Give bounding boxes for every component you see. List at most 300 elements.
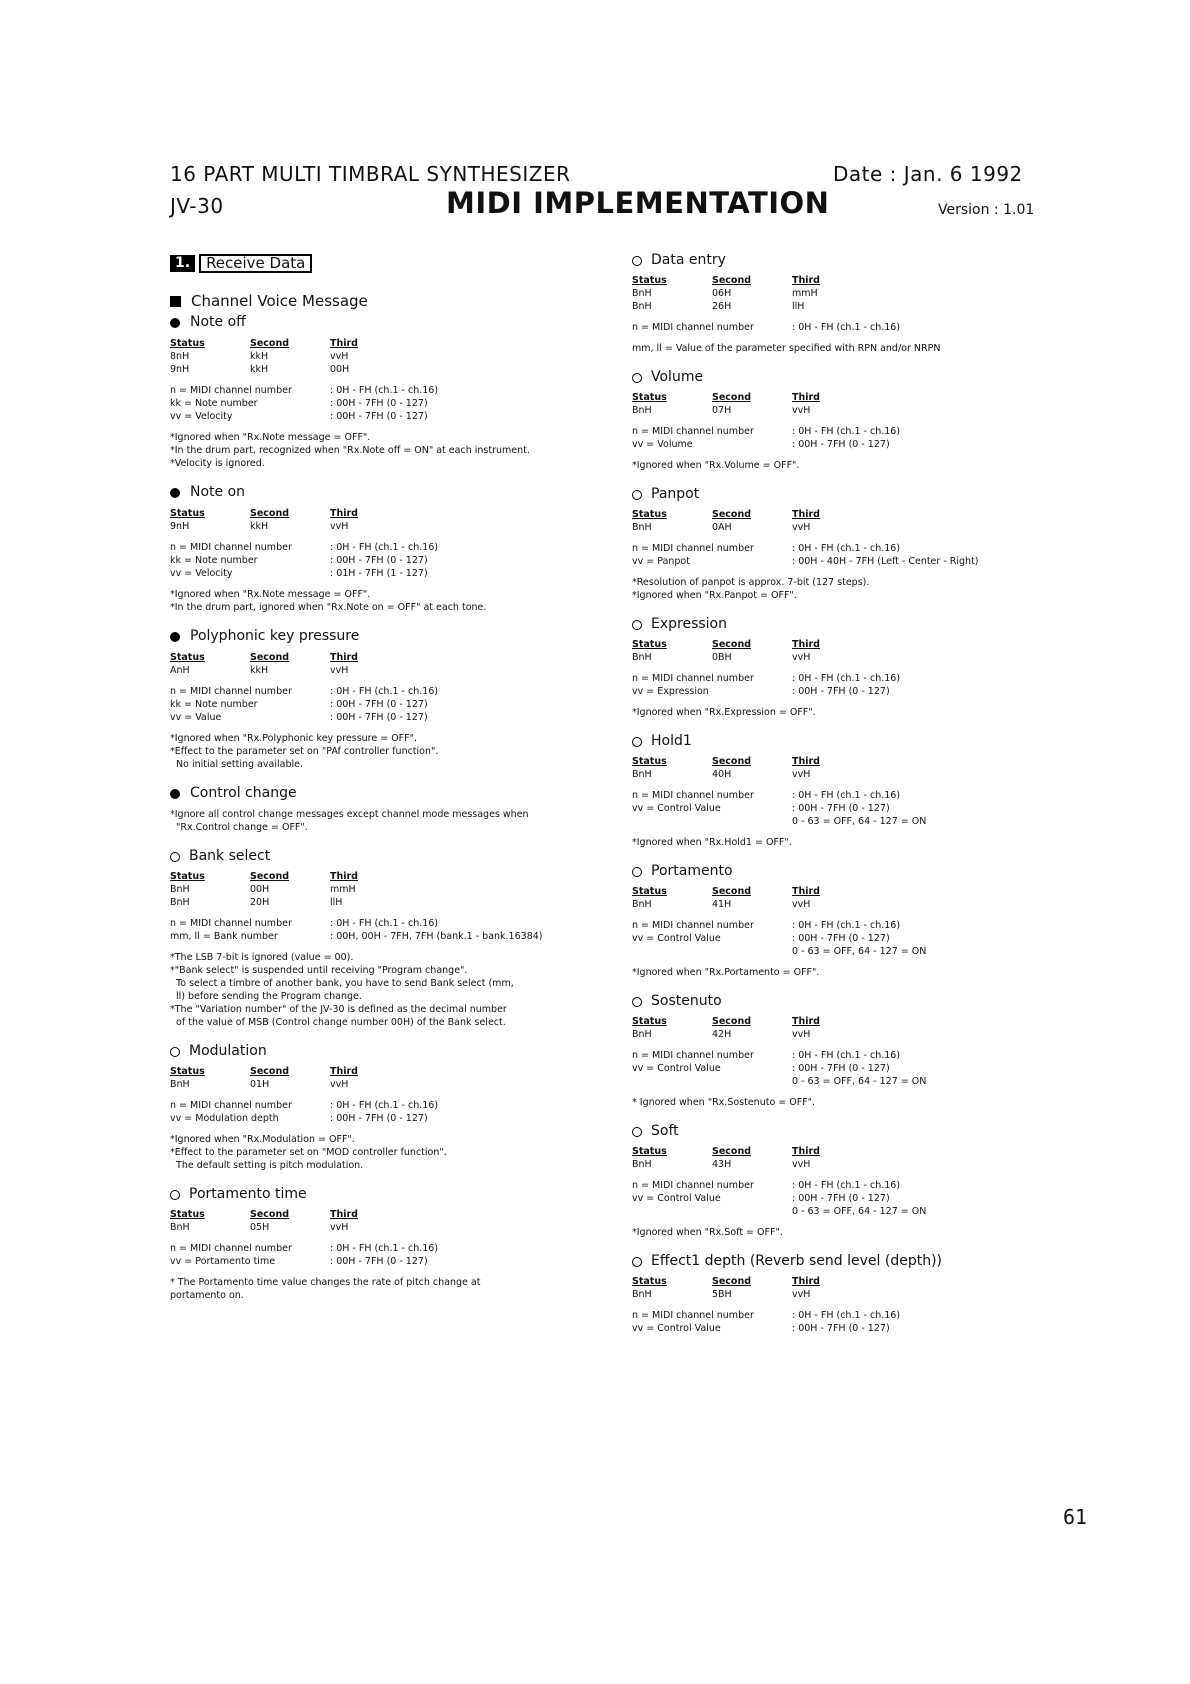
table-cell: 20H <box>250 897 270 908</box>
subsection-heading <box>170 292 590 310</box>
table-cell: vvH <box>792 1289 811 1300</box>
table-header: Second <box>712 392 752 403</box>
message-title: Control change <box>190 785 297 801</box>
table-header: Second <box>712 509 752 520</box>
table-cell: mmH <box>792 288 818 299</box>
bullet-circle-icon <box>632 1127 642 1137</box>
table-cell: 8nH <box>170 351 190 362</box>
definition-term: n = MIDI channel number <box>632 673 754 684</box>
table-cell: kkH <box>250 351 269 362</box>
message-title: Note on <box>190 484 246 500</box>
definition-term: vv = Volume <box>632 439 693 450</box>
definition-value: 0 - 63 = OFF, 64 - 127 = ON <box>792 816 927 827</box>
definition-term: n = MIDI channel number <box>170 385 292 396</box>
definition-list <box>170 685 590 724</box>
definition-term: kk = Note number <box>170 555 258 566</box>
table-header: Third <box>330 1066 358 1077</box>
definition-value: : 00H - 7FH (0 - 127) <box>792 803 890 814</box>
definition-term: vv = Control Value <box>632 803 721 814</box>
table-cell: BnH <box>632 1029 652 1040</box>
definition-list <box>632 672 1052 698</box>
note-line: *Ignored when "Rx.Panpot = OFF". <box>632 590 797 601</box>
definition-term: vv = Control Value <box>632 1063 721 1074</box>
table-header: Status <box>632 275 667 286</box>
table-header: Second <box>250 508 290 519</box>
table-cell: 00H <box>330 364 350 375</box>
definition-value: : 00H - 7FH (0 - 127) <box>330 398 428 409</box>
table-cell: vvH <box>792 522 811 533</box>
note-list <box>170 431 590 470</box>
note-list <box>632 459 1052 472</box>
left-column <box>170 250 590 1318</box>
bullet-circle-icon <box>632 737 642 747</box>
definition-value: : 00H - 7FH (0 - 127) <box>792 686 890 697</box>
table-header: Third <box>792 392 820 403</box>
definition-term <box>632 1205 792 1218</box>
table-header: Status <box>170 338 205 349</box>
table-cell: vvH <box>792 405 811 416</box>
table-cell: 41H <box>712 899 732 910</box>
model-name: JV-30 <box>170 194 224 218</box>
bullet-circle-icon <box>632 620 642 630</box>
message-block <box>170 486 590 614</box>
message-table <box>632 274 1052 313</box>
message-table <box>632 885 1052 911</box>
note-line: *Ignored when "Rx.Portamento = OFF". <box>632 967 820 978</box>
message-block <box>170 316 590 470</box>
definition-list <box>170 384 590 423</box>
table-header: Third <box>792 886 820 897</box>
table-cell: vvH <box>792 769 811 780</box>
table-header: Second <box>250 1066 290 1077</box>
note-list <box>170 1133 590 1172</box>
bullet-dot-icon <box>170 632 180 642</box>
note-line: *Ignored when "Rx.Polyphonic key pressure = OFF". <box>170 733 418 744</box>
table-header: Third <box>330 338 358 349</box>
message-title: Portamento <box>651 863 733 879</box>
table-cell: BnH <box>632 1159 652 1170</box>
table-cell: vvH <box>330 665 349 676</box>
definition-list <box>170 917 590 943</box>
note-list <box>632 576 1052 602</box>
definition-value: : 0H - FH (ch.1 - ch.16) <box>330 686 439 697</box>
definition-term: n = MIDI channel number <box>632 426 754 437</box>
table-header: Second <box>250 871 290 882</box>
table-header: Status <box>170 508 205 519</box>
bullet-circle-icon <box>632 1257 642 1267</box>
message-table <box>632 1015 1052 1041</box>
definition-value: : 00H - 7FH (0 - 127) <box>792 1193 890 1204</box>
bullet-dot-icon <box>170 318 180 328</box>
message-block <box>170 1045 590 1172</box>
message-title: Bank select <box>189 848 271 864</box>
bullet-circle-icon <box>632 867 642 877</box>
definition-term: n = MIDI channel number <box>632 1180 754 1191</box>
definition-term: n = MIDI channel number <box>632 920 754 931</box>
definition-term: vv = Control Value <box>632 1193 721 1204</box>
note-list <box>170 951 590 1029</box>
note-list <box>170 588 590 614</box>
message-title: Modulation <box>189 1043 267 1059</box>
table-header: Second <box>250 652 290 663</box>
message-title: Polyphonic key pressure <box>190 628 360 644</box>
definition-term: vv = Modulation depth <box>170 1113 279 1124</box>
definition-term: n = MIDI channel number <box>170 1100 292 1111</box>
message-table <box>170 1065 590 1091</box>
note-list <box>632 1096 1052 1109</box>
message-block <box>632 618 1052 719</box>
table-cell: BnH <box>170 1222 190 1233</box>
message-heading <box>632 995 1052 1008</box>
table-cell: vvH <box>330 1222 349 1233</box>
message-block <box>632 995 1052 1109</box>
message-table <box>632 1275 1052 1301</box>
definition-value: : 00H - 7FH (0 - 127) <box>330 555 428 566</box>
note-line: To select a timbre of another bank, you have to send Bank select (mm, <box>170 978 514 989</box>
note-line: * Ignored when "Rx.Sostenuto = OFF". <box>632 1097 816 1108</box>
table-cell: 0BH <box>712 652 732 663</box>
note-line: *Ignored when "Rx.Hold1 = OFF". <box>632 837 792 848</box>
note-list <box>170 808 590 834</box>
table-cell: 40H <box>712 769 732 780</box>
definition-term: n = MIDI channel number <box>632 1310 754 1321</box>
note-list <box>632 966 1052 979</box>
definition-list <box>170 1099 590 1125</box>
message-title: Sostenuto <box>651 993 722 1009</box>
message-title: Expression <box>651 616 727 632</box>
message-table <box>170 1208 590 1234</box>
section-title: Receive Data <box>199 254 312 273</box>
definition-list <box>632 1309 1052 1335</box>
table-cell: mmH <box>330 884 356 895</box>
message-heading <box>632 371 1052 384</box>
bullet-circle-icon <box>170 852 180 862</box>
definition-value: 0 - 63 = OFF, 64 - 127 = ON <box>792 1206 927 1217</box>
note-line: *Velocity is ignored. <box>170 458 265 469</box>
note-line: *Effect to the parameter set on "MOD controller function". <box>170 1147 447 1158</box>
table-cell: 9nH <box>170 521 190 532</box>
table-cell: vvH <box>792 899 811 910</box>
message-title: Hold1 <box>651 733 692 749</box>
note-line: mm, ll = Value of the parameter specified with RPN and/or NRPN <box>632 343 941 354</box>
message-heading <box>170 850 590 863</box>
table-header: Second <box>712 886 752 897</box>
table-header: Third <box>330 871 358 882</box>
definition-term: vv = Control Value <box>632 1323 721 1334</box>
definition-value: : 0H - FH (ch.1 - ch.16) <box>330 542 439 553</box>
message-block <box>632 254 1052 355</box>
definition-value: : 0H - FH (ch.1 - ch.16) <box>792 426 901 437</box>
note-line: *Resolution of panpot is approx. 7-bit (127 steps). <box>632 577 870 588</box>
table-cell: vvH <box>330 351 349 362</box>
bullet-circle-icon <box>632 373 642 383</box>
message-title: Portamento time <box>189 1186 307 1202</box>
table-cell: vvH <box>792 1159 811 1170</box>
definition-list <box>632 425 1052 451</box>
message-heading <box>632 618 1052 631</box>
table-cell: BnH <box>632 288 652 299</box>
definition-value: : 0H - FH (ch.1 - ch.16) <box>792 322 901 333</box>
table-cell: BnH <box>632 769 652 780</box>
table-header: Third <box>792 639 820 650</box>
note-line: *In the drum part, recognized when "Rx.Note off = ON" at each instrument. <box>170 445 530 456</box>
bullet-circle-icon <box>170 1190 180 1200</box>
message-heading <box>632 1125 1052 1138</box>
message-block <box>632 1125 1052 1239</box>
note-line: * The Portamento time value changes the rate of pitch change at <box>170 1277 481 1288</box>
message-block <box>170 850 590 1029</box>
note-line: *In the drum part, ignored when "Rx.Note on = OFF" at each tone. <box>170 602 487 613</box>
note-list <box>170 1276 590 1302</box>
table-header: Status <box>632 1016 667 1027</box>
definition-value: : 00H - 7FH (0 - 127) <box>330 1113 428 1124</box>
note-line: "Rx.Control change = OFF". <box>170 822 308 833</box>
definition-value: : 00H - 7FH (0 - 127) <box>330 411 428 422</box>
table-cell: 43H <box>712 1159 732 1170</box>
table-header: Second <box>712 756 752 767</box>
definition-value: : 00H - 40H - 7FH (Left - Center - Right) <box>792 556 979 567</box>
message-title: Note off <box>190 314 246 330</box>
definition-term: vv = Control Value <box>632 933 721 944</box>
message-table <box>170 651 590 677</box>
definition-value: : 0H - FH (ch.1 - ch.16) <box>792 790 901 801</box>
message-table <box>632 755 1052 781</box>
note-line: ll) before sending the Program change. <box>170 991 362 1002</box>
definition-list <box>170 541 590 580</box>
table-header: Third <box>330 1209 358 1220</box>
definition-term: vv = Portamento time <box>170 1256 276 1267</box>
note-line: *Ignore all control change messages except channel mode messages when <box>170 809 529 820</box>
note-line: *The "Variation number" of the JV-30 is defined as the decimal number <box>170 1004 507 1015</box>
table-header: Third <box>330 652 358 663</box>
message-table <box>632 508 1052 534</box>
definition-value: 0 - 63 = OFF, 64 - 127 = ON <box>792 1076 927 1087</box>
message-heading <box>170 630 590 643</box>
definition-value: : 00H - 7FH (0 - 127) <box>330 699 428 710</box>
definition-term: vv = Panpot <box>632 556 690 567</box>
note-line: *Ignored when "Rx.Note message = OFF". <box>170 432 371 443</box>
table-header: Second <box>250 338 290 349</box>
message-block <box>632 865 1052 979</box>
note-line: *Effect to the parameter set on "PAf controller function". <box>170 746 439 757</box>
definition-list <box>632 542 1052 568</box>
bullet-circle-icon <box>632 997 642 1007</box>
table-cell: vvH <box>792 1029 811 1040</box>
note-line: *Ignored when "Rx.Modulation = OFF". <box>170 1134 355 1145</box>
square-bullet-icon <box>170 296 181 307</box>
table-header: Status <box>632 509 667 520</box>
message-title: Data entry <box>651 252 726 268</box>
definition-term <box>632 945 792 958</box>
definition-list <box>632 1049 1052 1088</box>
message-table <box>632 1145 1052 1171</box>
definition-value: : 00H - 7FH (0 - 127) <box>330 712 428 723</box>
table-header: Third <box>792 1276 820 1287</box>
definition-term: vv = Value <box>170 712 222 723</box>
table-cell: vvH <box>330 1079 349 1090</box>
definition-term: vv = Velocity <box>170 568 233 579</box>
definition-value: : 0H - FH (ch.1 - ch.16) <box>792 1180 901 1191</box>
table-cell: BnH <box>632 652 652 663</box>
definition-term: n = MIDI channel number <box>170 542 292 553</box>
table-cell: 42H <box>712 1029 732 1040</box>
table-header: Third <box>792 756 820 767</box>
bullet-dot-icon <box>170 488 180 498</box>
table-cell: vvH <box>792 652 811 663</box>
product-line: 16 PART MULTI TIMBRAL SYNTHESIZER <box>170 162 571 186</box>
table-cell: 9nH <box>170 364 190 375</box>
message-block <box>170 630 590 771</box>
definition-term: n = MIDI channel number <box>170 686 292 697</box>
definition-list <box>632 919 1052 958</box>
message-block <box>170 1188 590 1302</box>
definition-term: kk = Note number <box>170 699 258 710</box>
message-heading <box>170 316 590 329</box>
table-header: Third <box>792 1146 820 1157</box>
table-header: Second <box>250 1209 290 1220</box>
definition-value: : 00H - 7FH (0 - 127) <box>792 933 890 944</box>
definition-value: : 00H - 7FH (0 - 127) <box>330 1256 428 1267</box>
note-line: *Ignored when "Rx.Expression = OFF". <box>632 707 816 718</box>
table-header: Third <box>330 508 358 519</box>
message-block <box>632 371 1052 472</box>
message-heading <box>632 254 1052 267</box>
definition-value: : 0H - FH (ch.1 - ch.16) <box>330 1243 439 1254</box>
table-cell: 00H <box>250 884 270 895</box>
table-cell: 05H <box>250 1222 270 1233</box>
definition-term <box>632 815 792 828</box>
table-header: Status <box>632 1146 667 1157</box>
definition-list <box>632 321 1052 334</box>
table-cell: 06H <box>712 288 732 299</box>
message-block <box>632 488 1052 602</box>
definition-term: n = MIDI channel number <box>632 790 754 801</box>
definition-value: : 0H - FH (ch.1 - ch.16) <box>792 673 901 684</box>
table-cell: 01H <box>250 1079 270 1090</box>
version-label: Version : 1.01 <box>938 202 1035 218</box>
definition-value: 0 - 63 = OFF, 64 - 127 = ON <box>792 946 927 957</box>
definition-value: : 0H - FH (ch.1 - ch.16) <box>792 1310 901 1321</box>
table-header: Status <box>632 886 667 897</box>
note-list <box>632 706 1052 719</box>
message-title: Soft <box>651 1123 679 1139</box>
table-header: Second <box>712 1016 752 1027</box>
definition-value: : 0H - FH (ch.1 - ch.16) <box>330 1100 439 1111</box>
message-block <box>632 735 1052 849</box>
note-line: *Ignored when "Rx.Volume = OFF". <box>632 460 800 471</box>
definition-term: vv = Expression <box>632 686 709 697</box>
table-cell: BnH <box>170 1079 190 1090</box>
definition-value: : 00H - 7FH (0 - 127) <box>792 439 890 450</box>
table-header: Status <box>170 871 205 882</box>
bullet-circle-icon <box>170 1047 180 1057</box>
table-cell: BnH <box>632 405 652 416</box>
table-cell: llH <box>330 897 343 908</box>
right-column <box>632 250 1052 1351</box>
table-cell: 07H <box>712 405 732 416</box>
table-cell: BnH <box>632 1289 652 1300</box>
definition-term: n = MIDI channel number <box>632 322 754 333</box>
table-cell: 26H <box>712 301 732 312</box>
table-cell: llH <box>792 301 805 312</box>
page-title: MIDI IMPLEMENTATION <box>446 186 830 220</box>
definition-value: : 01H - 7FH (1 - 127) <box>330 568 428 579</box>
message-heading <box>632 735 1052 748</box>
message-heading <box>170 1045 590 1058</box>
note-line: No initial setting available. <box>170 759 303 770</box>
table-header: Third <box>792 1016 820 1027</box>
definition-value: : 0H - FH (ch.1 - ch.16) <box>792 920 901 931</box>
message-table <box>632 391 1052 417</box>
definition-term: n = MIDI channel number <box>632 1050 754 1061</box>
bullet-circle-icon <box>632 256 642 266</box>
table-header: Status <box>632 392 667 403</box>
table-header: Status <box>632 639 667 650</box>
table-cell: BnH <box>632 301 652 312</box>
table-header: Second <box>712 639 752 650</box>
table-cell: kkH <box>250 364 269 375</box>
table-header: Status <box>170 652 205 663</box>
note-line: The default setting is pitch modulation. <box>170 1160 364 1171</box>
table-cell: AnH <box>170 665 190 676</box>
table-header: Second <box>712 1146 752 1157</box>
message-table <box>170 870 590 909</box>
page-number: 61 <box>1063 1505 1088 1529</box>
definition-term <box>632 1075 792 1088</box>
table-cell: BnH <box>632 899 652 910</box>
note-line: *The LSB 7-bit is ignored (value = 00). <box>170 952 354 963</box>
note-list <box>632 342 1052 355</box>
table-cell: kkH <box>250 665 269 676</box>
table-header: Status <box>632 756 667 767</box>
message-heading <box>632 488 1052 501</box>
message-block <box>632 1255 1052 1335</box>
message-heading <box>632 1255 1052 1268</box>
table-cell: vvH <box>330 521 349 532</box>
message-table <box>632 638 1052 664</box>
message-table <box>170 507 590 533</box>
definition-list <box>632 789 1052 828</box>
definition-term: mm, ll = Bank number <box>170 931 278 942</box>
definition-list <box>632 1179 1052 1218</box>
table-cell: 5BH <box>712 1289 732 1300</box>
table-header: Second <box>712 275 752 286</box>
note-line: *Ignored when "Rx.Soft = OFF". <box>632 1227 783 1238</box>
definition-value: : 0H - FH (ch.1 - ch.16) <box>330 385 439 396</box>
note-line: of the value of MSB (Control change number 00H) of the Bank select. <box>170 1017 506 1028</box>
bullet-circle-icon <box>632 490 642 500</box>
table-cell: BnH <box>632 522 652 533</box>
definition-term: kk = Note number <box>170 398 258 409</box>
message-title: Panpot <box>651 486 700 502</box>
definition-list <box>170 1242 590 1268</box>
table-cell: kkH <box>250 521 269 532</box>
table-header: Third <box>792 275 820 286</box>
definition-term: vv = Velocity <box>170 411 233 422</box>
definition-value: : 0H - FH (ch.1 - ch.16) <box>792 543 901 554</box>
definition-term: n = MIDI channel number <box>170 1243 292 1254</box>
table-cell: BnH <box>170 897 190 908</box>
section-heading <box>170 254 590 273</box>
table-cell: 0AH <box>712 522 732 533</box>
table-header: Status <box>170 1066 205 1077</box>
message-table <box>170 337 590 376</box>
note-list <box>632 1226 1052 1239</box>
subsection-title: Channel Voice Message <box>191 292 368 310</box>
message-heading <box>632 865 1052 878</box>
table-header: Third <box>792 509 820 520</box>
note-line: portamento on. <box>170 1290 244 1301</box>
